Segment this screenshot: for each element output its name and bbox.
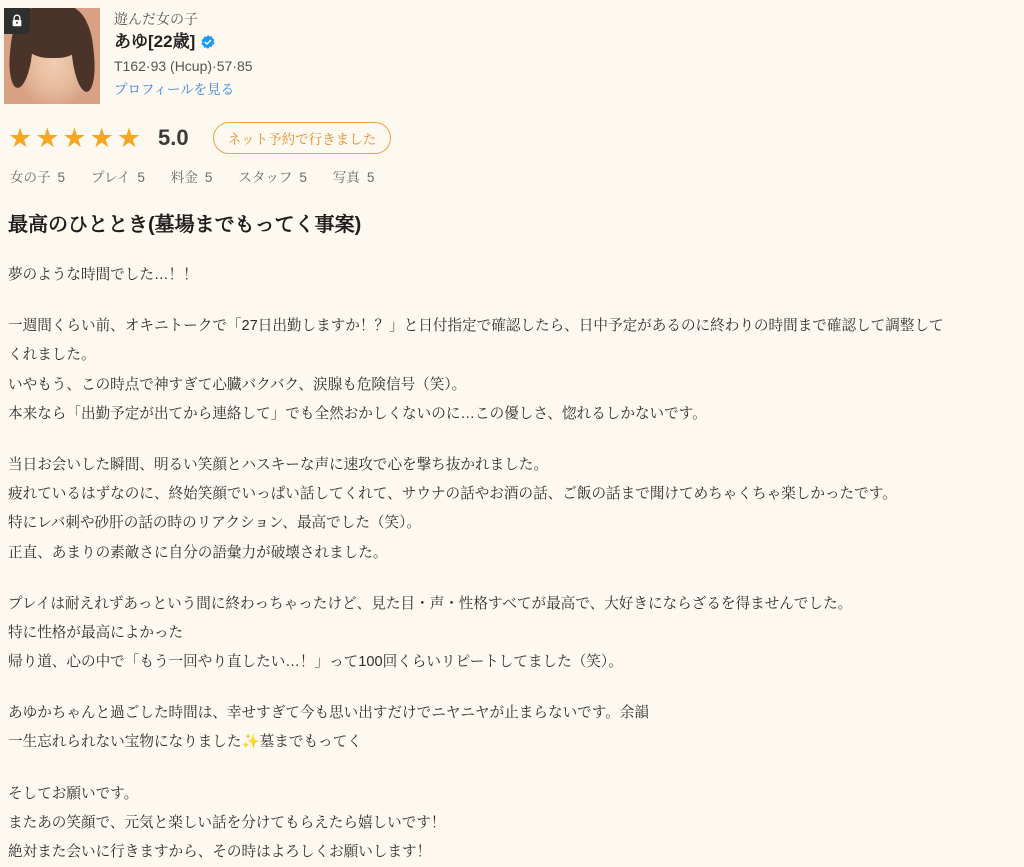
star-rating-icon: ★★★★★ [8, 122, 145, 153]
rating-row [8, 122, 1024, 154]
review-paragraph: 夢のような時間でした…！！ [8, 267, 198, 283]
subscore-photo-value: 5 [366, 170, 375, 185]
subscore-price [171, 166, 213, 186]
subscore-staff [238, 166, 307, 186]
review-paragraph: 当日お会いした瞬間、明るい笑顔とハスキーな声に速攻で心を撃ち抜かれました。 [8, 456, 548, 473]
subscore-price-value: 5 [204, 170, 213, 185]
review-paragraph: くれました。 [8, 347, 96, 364]
review-paragraph: プレイは耐えれずあっという間に終わっちゃったけど、見た目・声・性格すべてが最高で、大好きにならざるを得ませんでした。 [8, 595, 853, 612]
subscore-staff-value: 5 [299, 170, 307, 185]
net-reservation-badge: ネット予約で行きました [213, 122, 392, 154]
review-paragraph: 一生忘れられない宝物になりました✨墓までもってく [8, 734, 362, 751]
review-body [8, 261, 1018, 867]
subscore-staff-label: スタッフ [238, 170, 293, 185]
rating-score: 5.0 [158, 125, 189, 150]
subscore-play-label: プレイ [91, 170, 131, 185]
shop-name: 遊んだ女の子 [114, 11, 198, 27]
review-paragraph: 帰り道、心の中で「もう一回やり直したい…！」って100回くらいリピートしてました（笑）。 [8, 654, 623, 671]
subscore-price-label: 料金 [170, 170, 198, 185]
review-paragraph: 特にレバ刺や砂肝の話の時のリアクション、最高でした（笑）。 [8, 515, 422, 532]
girl-name: あゆ[22歳] [114, 31, 196, 51]
subscore-list [10, 166, 1024, 186]
paragraph-spacer [8, 568, 1018, 590]
subscore-girl-label: 女の子 [10, 170, 51, 185]
review-paragraph: またあの笑顔で、元気と楽しい話を分けてもらえたら嬉しいです！ [8, 814, 446, 831]
review-paragraph: 絶対また会いに行きますから、その時はよろしくお願いします！ [8, 844, 432, 860]
profile-info [114, 8, 253, 99]
profile-header [0, 0, 1024, 104]
review-paragraph: あゆかちゃんと過ごした時間は、幸せすぎて今も思い出すだけでニヤニヤが止まらないです。余韻 [8, 705, 649, 722]
paragraph-spacer [8, 429, 1018, 451]
paragraph-spacer [8, 677, 1018, 699]
review-paragraph: そしてお願いです。 [8, 785, 139, 802]
subscore-photo [333, 166, 375, 186]
girl-name-row [114, 31, 253, 54]
review-paragraph: いやもう、この時点で神すぎて心臓バクバク、涙腺も危険信号（笑）。 [8, 376, 467, 393]
review-paragraph: 正直、あまりの素敵さに自分の語彙力が破壊されました。 [8, 544, 388, 561]
subscore-play [91, 166, 145, 186]
review-title: 最高のひととき(墓場までもってく事案) [8, 214, 362, 236]
review-paragraph: 本来なら「出勤予定が出てから連絡して」でも全然おかしくないのに…この優しさ、惚れるしかないです。 [8, 405, 707, 422]
lock-icon [4, 8, 30, 34]
subscore-photo-label: 写真 [332, 170, 360, 185]
girl-thumbnail[interactable] [4, 8, 100, 104]
review-paragraph: 疲れているはずなのに、終始笑顔でいっぱい話してくれて、サウナの話やお酒の話、ご飯の話まで聞けてめちゃくちゃ楽しかったです。 [8, 486, 897, 503]
review-paragraph: 一週間くらい前、オキニトークで「27日出勤しますか！？」と日付指定で確認したら、日中予定があるのに終わりの時間まで確認して調整して [8, 318, 944, 335]
subscore-girl [10, 166, 65, 186]
subscore-play-value: 5 [137, 170, 145, 185]
girl-specs: T162·93 (Hcup)·57·85 [114, 57, 253, 74]
paragraph-spacer [8, 758, 1018, 780]
profile-link[interactable]: プロフィールを見る [114, 81, 235, 97]
verified-badge-icon [200, 34, 216, 50]
paragraph-spacer [8, 290, 1018, 312]
review-paragraph: 特に性格が最高によかった [8, 624, 184, 641]
subscore-girl-value: 5 [57, 170, 66, 185]
